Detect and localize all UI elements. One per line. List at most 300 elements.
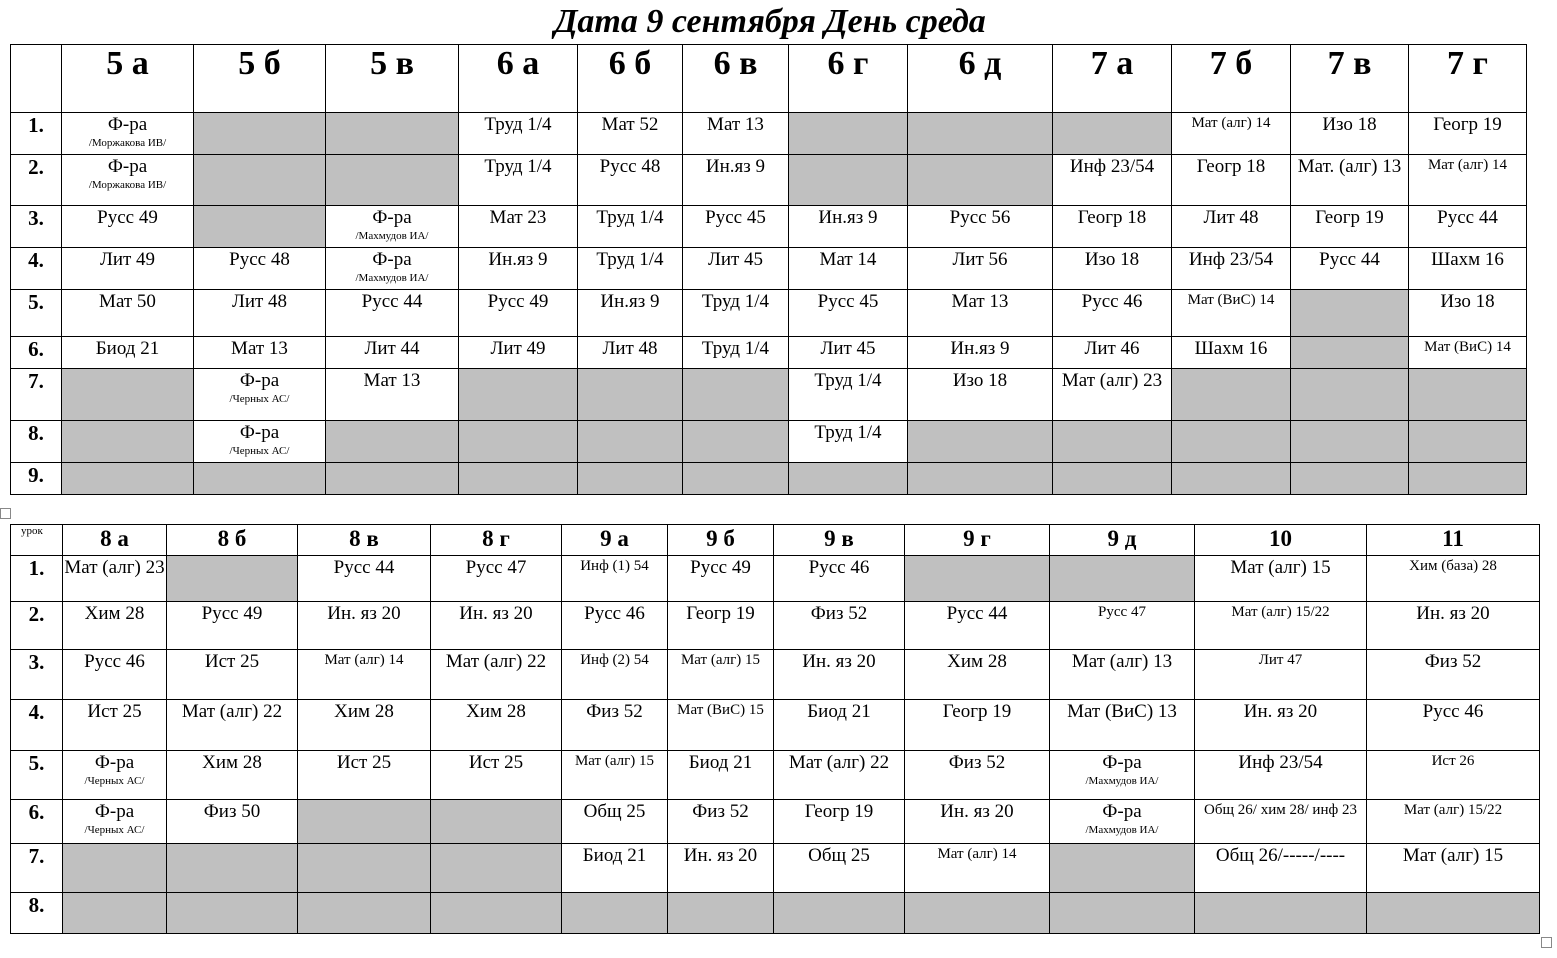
- subject-room: Шахм 16: [1431, 249, 1504, 270]
- subject-room: Ин.яз 9: [705, 156, 766, 177]
- empty-slot: [431, 800, 562, 844]
- lesson-cell[interactable]: [668, 556, 774, 602]
- lesson-cell[interactable]: [459, 155, 578, 206]
- lesson-cell[interactable]: [326, 248, 459, 290]
- subject-room: Ин.яз 9: [950, 338, 1010, 359]
- lesson-cell[interactable]: [1053, 290, 1172, 337]
- lesson-cell[interactable]: [1367, 650, 1540, 700]
- subject-room: Геогр 19: [804, 801, 874, 822]
- lesson-cell[interactable]: [562, 700, 668, 751]
- lesson-cell[interactable]: [1053, 337, 1172, 369]
- lesson-cell[interactable]: [1172, 290, 1291, 337]
- lesson-cell[interactable]: [683, 290, 789, 337]
- subject-room: Хим 28: [466, 701, 526, 722]
- lesson-cell[interactable]: [326, 369, 459, 421]
- empty-slot: [298, 893, 431, 934]
- class-header: 8 а: [63, 525, 167, 556]
- empty-slot: [1409, 463, 1527, 495]
- lesson-number: [11, 650, 63, 700]
- subject-room: Русс 56: [949, 207, 1011, 228]
- lesson-cell[interactable]: [774, 800, 905, 844]
- lesson-cell[interactable]: [789, 248, 908, 290]
- subject-room: Ин. яз 20: [683, 845, 758, 866]
- lesson-cell[interactable]: [431, 556, 562, 602]
- lesson-cell[interactable]: [63, 800, 167, 844]
- lesson-number: [11, 893, 63, 934]
- subject-room: Общ 26/ хим 28/ инф 23: [1204, 802, 1357, 818]
- lesson-cell[interactable]: [194, 369, 326, 421]
- table-row: [11, 248, 1527, 290]
- subject-room: Ин. яз 20: [327, 603, 401, 624]
- lesson-cell[interactable]: [789, 421, 908, 463]
- lesson-cell[interactable]: [1291, 113, 1409, 155]
- subject-room: Физ 52: [810, 603, 868, 624]
- lesson-number: [11, 337, 62, 369]
- subject-room: Лит 45: [707, 249, 764, 270]
- lesson-cell[interactable]: [1172, 337, 1291, 369]
- class-header: 5 а: [62, 45, 194, 113]
- lesson-cell[interactable]: [1172, 248, 1291, 290]
- lesson-cell[interactable]: [578, 155, 683, 206]
- lesson-cell[interactable]: [774, 650, 905, 700]
- lesson-cell[interactable]: [789, 290, 908, 337]
- lesson-cell[interactable]: [194, 248, 326, 290]
- subject-room: Мат. (алг) 13: [1297, 156, 1402, 177]
- table-resize-handle[interactable]: [1541, 937, 1552, 948]
- lesson-cell[interactable]: [905, 700, 1050, 751]
- lesson-cell[interactable]: [1053, 155, 1172, 206]
- subject-room: Ф-ра: [107, 114, 148, 135]
- subject-room: Мат (алг) 15/22: [1231, 604, 1330, 620]
- lesson-cell[interactable]: [683, 248, 789, 290]
- empty-slot: [905, 893, 1050, 934]
- empty-slot: [1291, 369, 1409, 421]
- lesson-cell[interactable]: [167, 751, 298, 800]
- lesson-cell[interactable]: [1172, 206, 1291, 248]
- lesson-cell[interactable]: [63, 700, 167, 751]
- lesson-cell[interactable]: [62, 337, 194, 369]
- lesson-cell[interactable]: [789, 337, 908, 369]
- subject-room: Общ 26/-----/----: [1215, 845, 1346, 866]
- subject-room: Физ 50: [203, 801, 261, 822]
- subject-room: Мат 13: [707, 114, 764, 135]
- empty-slot: [905, 556, 1050, 602]
- lesson-cell[interactable]: [789, 206, 908, 248]
- empty-slot: [774, 893, 905, 934]
- lesson-number-label: 3.: [28, 206, 44, 230]
- subject-room: Ф-ра: [94, 752, 135, 773]
- subject-room: Лит 45: [820, 338, 876, 359]
- lesson-cell[interactable]: [578, 337, 683, 369]
- lesson-cell[interactable]: [62, 290, 194, 337]
- lesson-cell[interactable]: [1053, 248, 1172, 290]
- subject-room: Изо 18: [1440, 291, 1495, 312]
- empty-slot: [1172, 463, 1291, 495]
- lesson-cell[interactable]: [1367, 602, 1540, 650]
- subject-room: Мат (алг) 14: [1427, 157, 1508, 173]
- subject-room: Труд 1/4: [484, 156, 552, 177]
- lesson-cell[interactable]: [1367, 556, 1540, 602]
- subject-room: Ин.яз 9: [488, 249, 548, 270]
- class-header: 9 а: [562, 525, 668, 556]
- subject-room: Мат (алг) 22: [445, 651, 547, 672]
- subject-room: Русс 45: [817, 291, 879, 312]
- empty-slot: [1053, 463, 1172, 495]
- lesson-number-label: 9.: [28, 463, 44, 487]
- lesson-cell[interactable]: [1050, 800, 1195, 844]
- subject-room: Русс 44: [1319, 249, 1380, 270]
- lesson-cell[interactable]: [431, 602, 562, 650]
- subject-room: Геогр 19: [942, 701, 1012, 722]
- class-header: 8 б: [167, 525, 298, 556]
- subject-room: Мат (алг) 14: [937, 846, 1017, 862]
- teacher-name: /Махмудов ИА/: [1085, 824, 1159, 836]
- lesson-cell[interactable]: [1291, 206, 1409, 248]
- table-row: [11, 893, 1540, 934]
- lesson-cell[interactable]: [298, 602, 431, 650]
- lesson-cell[interactable]: [578, 113, 683, 155]
- subject-room: Ф-ра: [372, 207, 412, 228]
- lesson-cell[interactable]: [431, 751, 562, 800]
- lesson-cell[interactable]: [431, 700, 562, 751]
- empty-slot: [1409, 369, 1527, 421]
- lesson-cell[interactable]: [459, 290, 578, 337]
- lesson-number-label: 2.: [28, 602, 45, 626]
- lesson-cell[interactable]: [63, 650, 167, 700]
- empty-slot: [62, 369, 194, 421]
- lesson-cell[interactable]: [326, 290, 459, 337]
- empty-slot: [167, 844, 298, 893]
- subject-room: Биод 21: [688, 752, 753, 773]
- empty-slot: [562, 893, 668, 934]
- lesson-cell[interactable]: [167, 800, 298, 844]
- subject-room: Мат (алг) 22: [788, 752, 890, 773]
- subject-room: Инф (1) 54: [580, 558, 649, 574]
- lesson-cell[interactable]: [562, 556, 668, 602]
- lesson-cell[interactable]: [1050, 650, 1195, 700]
- lesson-cell[interactable]: [459, 113, 578, 155]
- lesson-cell[interactable]: [562, 751, 668, 800]
- lesson-cell[interactable]: [1050, 751, 1195, 800]
- lesson-cell[interactable]: [63, 602, 167, 650]
- lesson-cell[interactable]: [1409, 113, 1527, 155]
- lesson-cell[interactable]: [578, 248, 683, 290]
- lesson-cell[interactable]: [1367, 751, 1540, 800]
- lesson-cell[interactable]: [1409, 337, 1527, 369]
- subject-room: Мат (алг) 15: [574, 753, 655, 769]
- lesson-cell[interactable]: [1195, 751, 1367, 800]
- subject-room: Мат 13: [363, 370, 421, 391]
- teacher-name: /Черных АС/: [229, 393, 290, 405]
- lesson-cell[interactable]: [298, 556, 431, 602]
- empty-slot: [1195, 893, 1367, 934]
- subject-room: Ф-ра: [107, 156, 148, 177]
- class-header: 7 а: [1053, 45, 1172, 113]
- empty-slot: [459, 369, 578, 421]
- lesson-cell[interactable]: [905, 800, 1050, 844]
- empty-slot: [431, 893, 562, 934]
- lesson-cell[interactable]: [905, 602, 1050, 650]
- lesson-cell[interactable]: [1172, 155, 1291, 206]
- lesson-cell[interactable]: [62, 248, 194, 290]
- empty-slot: [578, 463, 683, 495]
- lesson-cell[interactable]: [774, 751, 905, 800]
- subject-room: Общ 25: [808, 845, 870, 866]
- subject-room: Ист 25: [87, 701, 142, 722]
- lesson-cell[interactable]: [459, 337, 578, 369]
- empty-slot: [62, 463, 194, 495]
- lesson-cell[interactable]: [326, 337, 459, 369]
- subject-room: Русс 49: [487, 291, 549, 312]
- subject-room: Изо 18: [1322, 114, 1377, 135]
- lesson-number: [11, 800, 63, 844]
- class-header: 7 в: [1291, 45, 1409, 113]
- lesson-cell[interactable]: [431, 650, 562, 700]
- subject-room: Русс 48: [229, 249, 290, 270]
- lesson-cell[interactable]: [63, 556, 167, 602]
- lesson-cell[interactable]: [683, 113, 789, 155]
- teacher-name: /Моржакова ИВ/: [88, 179, 167, 191]
- lesson-cell[interactable]: [668, 602, 774, 650]
- lesson-cell[interactable]: [905, 650, 1050, 700]
- class-header: 10: [1195, 525, 1367, 556]
- subject-room: Мат 50: [99, 291, 156, 312]
- lesson-number: [11, 421, 62, 463]
- table-row: [11, 421, 1527, 463]
- subject-room: Ин.яз 9: [600, 291, 660, 312]
- subject-room: Биод 21: [582, 845, 647, 866]
- subject-room: Лит 49: [490, 338, 546, 359]
- subject-room: Мат (алг) 23: [64, 557, 165, 578]
- empty-slot: [326, 155, 459, 206]
- empty-slot: [1291, 337, 1409, 369]
- lesson-number: [11, 369, 62, 421]
- lesson-cell[interactable]: [668, 650, 774, 700]
- lesson-cell[interactable]: [578, 290, 683, 337]
- lesson-cell[interactable]: [167, 700, 298, 751]
- lesson-cell[interactable]: [63, 751, 167, 800]
- lesson-number: [11, 602, 63, 650]
- lesson-number: [11, 113, 62, 155]
- lesson-number-label: 4.: [28, 700, 45, 724]
- lesson-cell[interactable]: [1053, 206, 1172, 248]
- empty-slot: [194, 206, 326, 248]
- lesson-cell[interactable]: [668, 700, 774, 751]
- subject-room: Мат 13: [951, 291, 1009, 312]
- teacher-name: /Махмудов ИА/: [355, 272, 429, 284]
- empty-slot: [578, 421, 683, 463]
- subject-room: Ин. яз 20: [1243, 701, 1318, 722]
- lesson-number: [11, 751, 63, 800]
- subject-room: Русс 46: [1081, 291, 1143, 312]
- subject-room: Ф-ра: [239, 422, 280, 443]
- lesson-cell[interactable]: [194, 337, 326, 369]
- lesson-cell[interactable]: [562, 844, 668, 893]
- subject-room: Русс 46: [84, 651, 145, 672]
- lesson-cell[interactable]: [908, 369, 1053, 421]
- teacher-name: /Махмудов ИА/: [355, 230, 429, 242]
- lesson-cell[interactable]: [908, 290, 1053, 337]
- lesson-cell[interactable]: [905, 751, 1050, 800]
- lesson-cell[interactable]: [774, 556, 905, 602]
- empty-slot: [459, 463, 578, 495]
- lesson-cell[interactable]: [668, 800, 774, 844]
- lesson-number-label: 5.: [28, 751, 45, 775]
- lesson-cell[interactable]: [1409, 248, 1527, 290]
- subject-room: Ист 25: [336, 752, 392, 773]
- lesson-cell[interactable]: [1367, 800, 1540, 844]
- lesson-cell[interactable]: [905, 844, 1050, 893]
- lesson-cell[interactable]: [62, 206, 194, 248]
- lesson-cell[interactable]: [908, 248, 1053, 290]
- empty-slot: [908, 421, 1053, 463]
- table-row: [11, 206, 1527, 248]
- table-row: [11, 155, 1527, 206]
- lesson-cell[interactable]: [1195, 556, 1367, 602]
- lesson-cell[interactable]: [1291, 248, 1409, 290]
- lesson-cell[interactable]: [62, 155, 194, 206]
- lesson-cell[interactable]: [562, 602, 668, 650]
- empty-slot: [298, 844, 431, 893]
- lesson-cell[interactable]: [1195, 602, 1367, 650]
- empty-slot: [167, 893, 298, 934]
- lesson-cell[interactable]: [1195, 800, 1367, 844]
- table-move-handle[interactable]: [0, 508, 11, 519]
- subject-room: Мат 23: [489, 207, 547, 228]
- lesson-cell[interactable]: [298, 700, 431, 751]
- subject-room: Геогр 19: [1315, 207, 1384, 228]
- subject-room: Мат (алг) 14: [324, 652, 404, 668]
- lesson-cell[interactable]: [1050, 602, 1195, 650]
- lesson-cell[interactable]: [167, 602, 298, 650]
- lesson-cell[interactable]: [1409, 155, 1527, 206]
- lesson-cell[interactable]: [908, 337, 1053, 369]
- lesson-cell[interactable]: [62, 113, 194, 155]
- teacher-name: /Махмудов ИА/: [1085, 775, 1159, 787]
- empty-slot: [1367, 893, 1540, 934]
- lesson-cell[interactable]: [459, 248, 578, 290]
- lesson-number-label: 8.: [28, 893, 45, 917]
- subject-room: Ин. яз 20: [940, 801, 1014, 822]
- lesson-cell[interactable]: [774, 602, 905, 650]
- subject-room: Физ 52: [692, 801, 749, 822]
- lesson-cell[interactable]: [668, 844, 774, 893]
- subject-room: Мат 52: [601, 114, 659, 135]
- lesson-cell[interactable]: [1053, 369, 1172, 421]
- subject-room: Труд 1/4: [701, 291, 770, 312]
- lesson-cell[interactable]: [194, 290, 326, 337]
- table-row: [11, 463, 1527, 495]
- lesson-number-label: 8.: [28, 421, 44, 445]
- teacher-name: /Черных АС/: [84, 824, 145, 836]
- lesson-cell[interactable]: [683, 155, 789, 206]
- lesson-cell[interactable]: [298, 650, 431, 700]
- subject-room: Русс 46: [584, 603, 645, 624]
- lesson-cell[interactable]: [167, 650, 298, 700]
- lesson-cell[interactable]: [774, 844, 905, 893]
- class-header: 6 а: [459, 45, 578, 113]
- table-row: [11, 844, 1540, 893]
- subject-room: Ист 25: [468, 752, 524, 773]
- lesson-cell[interactable]: [326, 206, 459, 248]
- lesson-cell[interactable]: [908, 206, 1053, 248]
- lesson-cell[interactable]: [1409, 290, 1527, 337]
- lesson-number-label: 2.: [28, 155, 44, 179]
- subject-room: Хим 28: [947, 651, 1007, 672]
- lesson-number: [11, 463, 62, 495]
- empty-slot: [1409, 421, 1527, 463]
- class-header: 9 б: [668, 525, 774, 556]
- lesson-number-label: 5.: [28, 290, 44, 314]
- subject-room: Физ 52: [1424, 651, 1482, 672]
- subject-room: Ф-ра: [372, 249, 412, 270]
- lesson-cell[interactable]: [562, 800, 668, 844]
- empty-slot: [326, 113, 459, 155]
- lesson-number: [11, 206, 62, 248]
- subject-room: Русс 46: [808, 557, 870, 578]
- lesson-cell[interactable]: [683, 206, 789, 248]
- corner-cell: урок: [11, 525, 63, 556]
- subject-room: Мат (алг) 13: [1071, 651, 1173, 672]
- subject-room: Инф 23/54: [1188, 249, 1274, 270]
- lesson-cell[interactable]: [1172, 113, 1291, 155]
- empty-slot: [1291, 290, 1409, 337]
- subject-room: Ф-ра: [1102, 752, 1142, 773]
- lesson-number: [11, 155, 62, 206]
- lesson-cell[interactable]: [562, 650, 668, 700]
- class-header: 7 б: [1172, 45, 1291, 113]
- schedule-table-grades-5-7: [10, 44, 1527, 495]
- lesson-cell[interactable]: [298, 751, 431, 800]
- subject-room: Геогр 18: [1077, 207, 1147, 228]
- lesson-cell[interactable]: [1195, 700, 1367, 751]
- empty-slot: [326, 463, 459, 495]
- subject-room: Мат (алг) 14: [1191, 115, 1271, 131]
- class-header: 8 г: [431, 525, 562, 556]
- empty-slot: [1053, 113, 1172, 155]
- lesson-cell[interactable]: [1291, 155, 1409, 206]
- subject-room: Геогр 18: [1196, 156, 1266, 177]
- lesson-cell[interactable]: [1367, 700, 1540, 751]
- corner-cell: [11, 45, 62, 113]
- lesson-cell[interactable]: [578, 206, 683, 248]
- lesson-cell[interactable]: [1195, 650, 1367, 700]
- empty-slot: [194, 155, 326, 206]
- lesson-cell[interactable]: [668, 751, 774, 800]
- subject-room: Мат (ВиС) 13: [1067, 701, 1177, 722]
- lesson-cell[interactable]: [1367, 844, 1540, 893]
- lesson-number-label: 7.: [28, 844, 45, 868]
- lesson-cell[interactable]: [683, 337, 789, 369]
- lesson-cell[interactable]: [789, 369, 908, 421]
- lesson-cell[interactable]: [194, 421, 326, 463]
- lesson-cell[interactable]: [1409, 206, 1527, 248]
- lesson-cell[interactable]: [1195, 844, 1367, 893]
- lesson-number-label: 6.: [28, 800, 45, 824]
- subject-room: Ф-ра: [239, 370, 280, 391]
- lesson-cell[interactable]: [774, 700, 905, 751]
- class-header: 7 г: [1409, 45, 1527, 113]
- empty-slot: [908, 155, 1053, 206]
- empty-slot: [63, 844, 167, 893]
- subject-room: Ист 26: [1431, 753, 1475, 769]
- subject-room: Лит 56: [952, 249, 1008, 270]
- table-row: [11, 113, 1527, 155]
- subject-room: Русс 44: [946, 603, 1008, 624]
- class-header: 6 в: [683, 45, 789, 113]
- lesson-cell[interactable]: [1050, 700, 1195, 751]
- lesson-cell[interactable]: [459, 206, 578, 248]
